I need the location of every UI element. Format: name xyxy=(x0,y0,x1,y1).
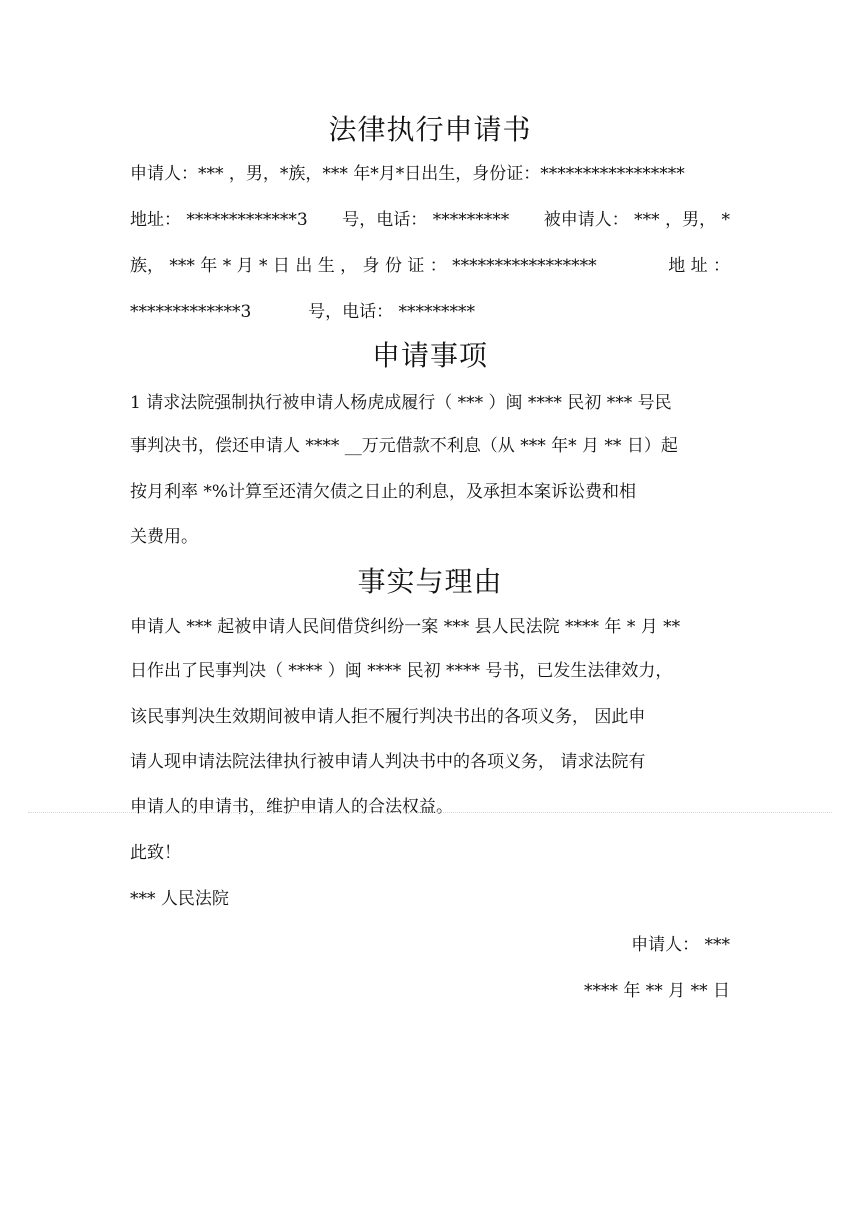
signature: 申请人： *** xyxy=(631,935,730,955)
applicant-phone: 号，电话： ********* xyxy=(342,210,510,230)
applicant-info-line-4 xyxy=(130,301,730,323)
claims-line: 关费用。 xyxy=(130,527,198,547)
claims-heading: 申请事项 xyxy=(371,339,488,372)
claims-line: 按月利率 *%计算至还清欠债之日止的利息，及承担本案诉讼费和相 xyxy=(130,482,637,502)
facts-line: 申请人 *** 起被申请人民间借贷纠纷一案 *** 县人民法院 **** 年 * 月 ** xyxy=(130,617,681,637)
respondent-name: 被申请人： *** ，男， * xyxy=(543,210,730,230)
court-name: *** 人民法院 xyxy=(130,889,229,909)
applicant-info-line-3 xyxy=(130,255,730,277)
respondent-address-label: 地 址 ： xyxy=(668,256,730,276)
applicant-info-line-1: 申请人：*** ，男，*族，*** 年*月*日出生，身份证：***************** xyxy=(130,164,685,184)
applicant-address: 地址： *************3 xyxy=(130,210,308,230)
respondent-phone: 号，电话： ********* xyxy=(308,302,476,322)
facts-line: 日作出了民事判决（ **** ）闽 **** 民初 **** 号书，已发生法律效力， xyxy=(130,661,673,681)
claims-line: 1 请求法院强制执行被申请人杨虎成履行（ *** ）闽 **** 民初 *** 号民 xyxy=(130,393,672,413)
applicant-info-line-2 xyxy=(130,209,730,231)
signature-date: **** 年 ** 月 ** 日 xyxy=(583,981,730,1001)
document-title: 法律执行申请书 xyxy=(328,113,532,146)
respondent-address: *************3 xyxy=(130,302,252,322)
salutation: 此致！ xyxy=(130,843,181,863)
facts-line: 请人现申请法院法律执行被申请人判决书中的各项义务， 请求法院有 xyxy=(130,752,646,772)
facts-line: 该民事判决生效期间被申请人拒不履行判决书出的各项义务， 因此申 xyxy=(130,707,646,727)
respondent-birth-id: 族， *** 年 * 月 * 日 出 生 ， 身 份 证 ： ***************** xyxy=(130,256,597,276)
page-divider xyxy=(28,812,832,813)
facts-line: 申请人的申请书，维护申请人的合法权益。 xyxy=(130,797,453,817)
claims-line: 事判决书，偿还申请人 **** __万元借款不利息（从 *** 年* 月 ** 日）起 xyxy=(130,436,678,456)
facts-heading: 事实与理由 xyxy=(357,565,503,598)
